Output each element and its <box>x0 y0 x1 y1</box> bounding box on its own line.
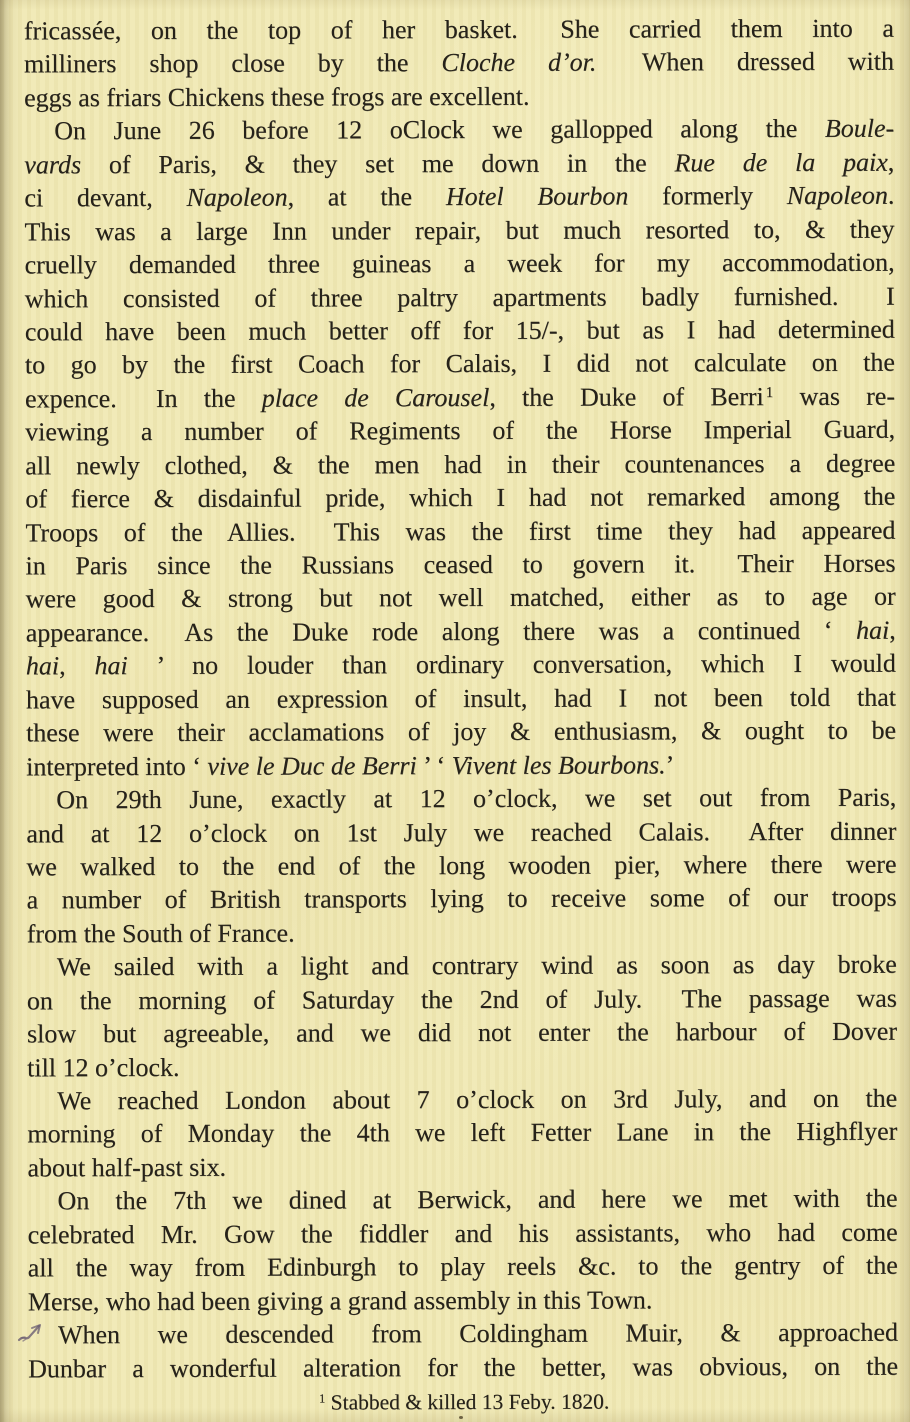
italic-text: Rue de la paix <box>674 147 888 178</box>
text-line <box>25 346 895 382</box>
ink-speck <box>459 1416 463 1419</box>
body-text: ’ ‘ <box>416 750 452 780</box>
text-line <box>28 1282 898 1318</box>
text-line <box>25 313 895 349</box>
body-text: viewing a number of Regiments of the Horse Imperial Guard, <box>25 414 896 447</box>
italic-text: place de Carousel <box>261 382 490 413</box>
body-text: ’ <box>665 749 675 779</box>
text-line <box>24 45 894 81</box>
text-line <box>26 714 896 750</box>
text-line <box>27 1182 897 1218</box>
text-line <box>27 914 897 950</box>
footnote-marker: 1 <box>318 1391 326 1406</box>
text-line <box>24 112 894 148</box>
body-text: was re- <box>773 381 896 411</box>
body-text: We reached London about 7 o’clock on 3rd July, and on the <box>57 1083 898 1116</box>
text-line <box>27 1115 897 1151</box>
body-text: cruelly demanded three guineas a week for my accommodation, <box>24 247 895 280</box>
text-line <box>25 279 895 315</box>
body-text: these were their acclamations of joy & enthusiasm, & ought to be <box>26 715 897 748</box>
text-line <box>27 881 897 917</box>
italic-text: Hotel Bourbon <box>445 181 629 212</box>
body-text: This was a large Inn under repair, but much resorted to, & they <box>24 214 895 246</box>
body-text: all the way from Edinburgh to play reels &c. to the gentry of the <box>27 1250 898 1283</box>
text-line <box>27 1048 897 1084</box>
body-text: Troops of the Allies. This was the first time they had appeared <box>25 515 896 547</box>
body-text: We sailed with a light and contrary wind as soon as day broke <box>56 949 897 982</box>
body-text: fricassée, on the top of her basket. She carried them into a <box>23 13 894 46</box>
text-line <box>24 179 894 215</box>
body-text: about half-past six. <box>27 1152 227 1183</box>
body-text: celebrated Mr. Gow the fiddler and his assistants, who had come <box>27 1217 898 1250</box>
body-text: formerly <box>628 181 787 211</box>
text-line <box>24 212 894 248</box>
body-text: milliners shop close by the <box>23 48 442 79</box>
body-text: could have been much better off for 15/-, but as I had determined <box>24 314 895 347</box>
body-text: On the 7th we dined at Berwick, and here we met with the <box>57 1183 898 1216</box>
body-text: till 12 o’clock. <box>27 1052 180 1082</box>
text-line <box>25 547 895 583</box>
body-text: a number of British transports lying to receive some of our troops <box>26 883 897 915</box>
body-text: were good & strong but not well matched, either as to age or <box>25 582 896 614</box>
body-text: of Paris, & they set me down in the <box>81 148 675 179</box>
body-text: which consisted of three paltry apartments badly furnished. I <box>24 281 895 313</box>
text-block <box>24 12 898 1420</box>
text-line <box>25 513 895 549</box>
body-text: to go by the first Coach for Calais, I did not calculate on the <box>24 348 895 380</box>
body-text: of fierce & disdainful pride, which I had not remarked among the <box>25 481 896 514</box>
italic-text: vards <box>24 149 82 180</box>
body-text: On 29th June, exactly at 12 o’clock, we set out from Paris, <box>56 782 897 815</box>
body-text: ci devant, <box>24 183 187 213</box>
body-text: , at the <box>287 182 446 212</box>
pen-mark-icon <box>17 1317 53 1345</box>
text-line <box>26 580 896 616</box>
text-line <box>28 1349 898 1385</box>
body-text: When dressed with <box>596 47 894 78</box>
text-line <box>25 379 895 415</box>
italic-text: Vivent les Bourbons. <box>451 749 666 780</box>
text-line <box>28 1316 898 1352</box>
text-line <box>28 1215 898 1251</box>
text-line <box>25 480 895 516</box>
text-line <box>24 12 894 48</box>
body-text: On June 26 before 12 oClock we gallopped along the <box>54 114 825 146</box>
italic-text: Napoleon <box>186 182 288 213</box>
body-text: all newly clothed, & the men had in their countenances a degree <box>25 448 896 481</box>
body-text: we walked to the end of the long wooden pier, where there were <box>26 849 897 882</box>
body-text: , <box>59 651 95 681</box>
body-text: morning of Monday the 4th we left Fetter Lane in the Highflyer <box>27 1117 898 1149</box>
text-line <box>26 747 896 783</box>
body-text: When we descended from Coldingham Muir, & approached <box>57 1317 898 1350</box>
body-text: Merse, who had been giving a grand assembly in this Town. <box>27 1285 653 1316</box>
footnote <box>28 1389 898 1420</box>
body-text: , the Duke of Berri <box>489 381 764 412</box>
text-line <box>27 1082 897 1118</box>
text-line <box>24 145 894 181</box>
text-line <box>26 848 896 884</box>
text-line <box>27 948 897 984</box>
text-line <box>27 1015 897 1051</box>
text-line <box>25 246 895 282</box>
body-text: , <box>889 615 896 645</box>
italic-text: Boule- <box>824 113 895 144</box>
italic-text: Napoleon <box>786 180 888 211</box>
text-line <box>26 781 896 817</box>
body-text: in Paris since the Russians ceased to govern it. Their Horses <box>25 548 896 581</box>
text-line <box>27 981 897 1017</box>
text-line <box>25 446 895 482</box>
body-text: ’ no louder than ordinary conversation, which I would <box>127 648 896 681</box>
italic-text: hai <box>94 651 128 681</box>
italic-text: vive le Duc de Berri <box>207 750 417 781</box>
body-text: . <box>887 180 895 210</box>
text-line <box>26 680 896 716</box>
body-text: eggs as friars Chickens these frogs are excellent. <box>24 81 530 113</box>
text-line <box>26 614 896 650</box>
text-line <box>26 814 896 850</box>
body-text: have supposed an expression of insult, had I not been told that <box>25 682 896 715</box>
italic-text: hai <box>25 651 60 681</box>
italic-text: Cloche d’or. <box>441 48 597 78</box>
text-line <box>25 413 895 449</box>
body-text: interpreted into ‘ <box>26 751 208 781</box>
body-text: appearance. As the Duke rode along there was a continued ‘ <box>25 615 857 648</box>
text-line <box>26 647 896 683</box>
body-text: Dunbar a wonderful alteration for the better, was obvious, on the <box>28 1351 899 1383</box>
text-line <box>24 79 894 115</box>
body-text: from the South of France. <box>26 918 295 949</box>
italic-text: hai <box>855 615 890 645</box>
body-text: and at 12 o’clock on 1st July we reached Calais. After dinner <box>26 816 897 848</box>
text-line <box>27 1149 897 1185</box>
body-text: slow but agreeable, and we did not enter the harbour of Dover <box>26 1016 898 1049</box>
body-text: on the morning of Saturday the 2nd of July. The passage was <box>26 983 897 1016</box>
footnote-marker: 1 <box>765 384 774 401</box>
body-text: expence. In the <box>24 383 262 414</box>
body-text: , <box>887 147 895 177</box>
body-text: Stabbed & killed 13 Feby. 1820. <box>325 1389 610 1415</box>
text-line <box>28 1249 898 1285</box>
